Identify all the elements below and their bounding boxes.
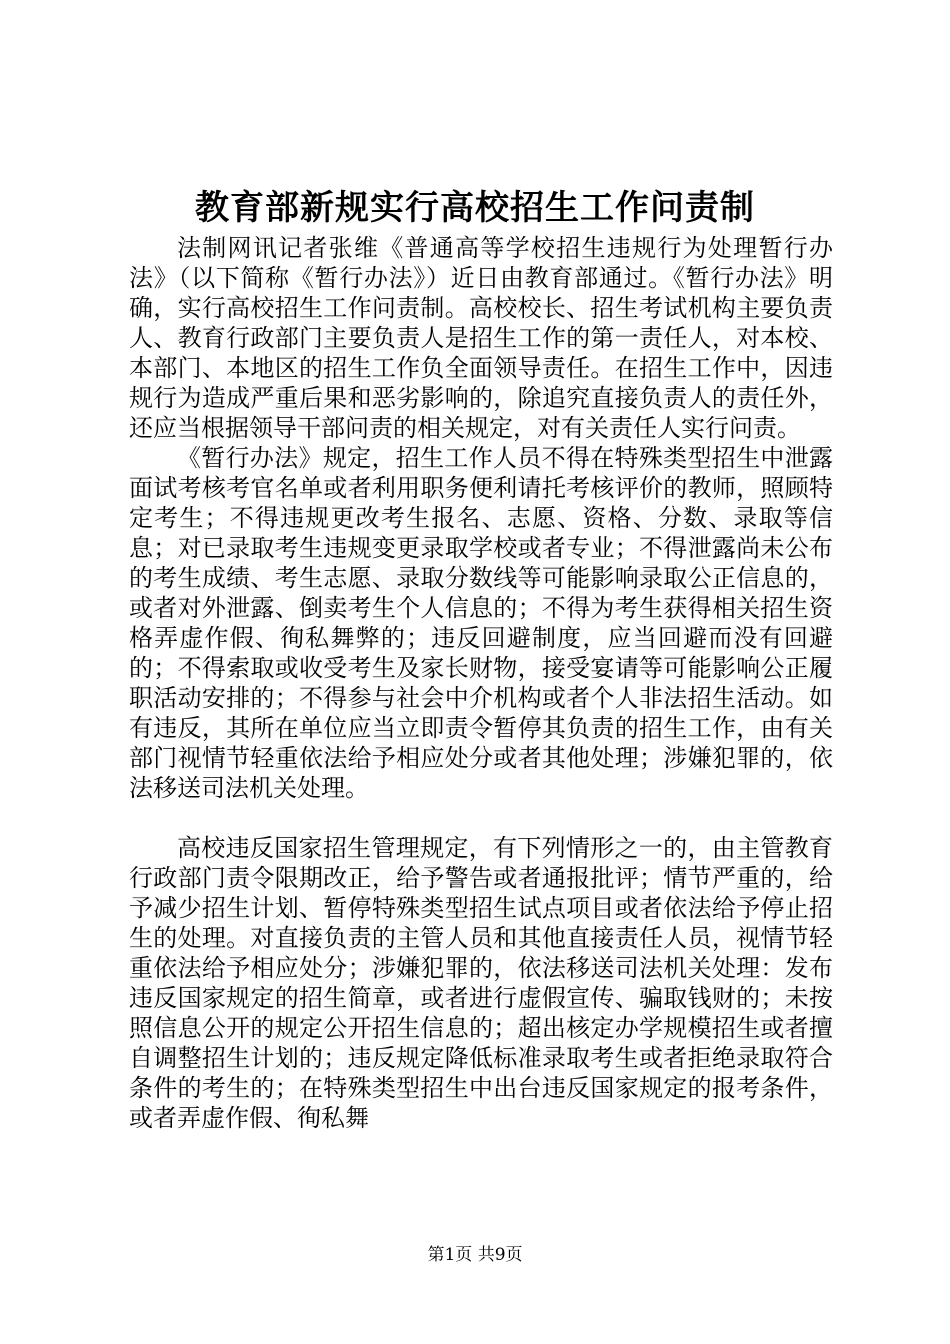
page-number-footer: 第1页 共9页 [427,1245,523,1265]
paragraph-3: 高校违反国家招生管理规定，有下列情形之一的，由主管教育行政部门责令限期改正，给予警告或者通报批评；情节严重的，给予减少招生计划、暂停特殊类型招生试点项目或者依法给予停止招生的处理。对直接负责的主管人员和其他直接责任人员，视情节轻重依法给予相应处分；涉嫌犯罪的，依法移送司法机关处理：发布违反国家规定的招生简章，或者进行虚假宣传、骗取钱财的；未按照信息公开的规定公开招生信息的；超出核定办学规模招生或者擅自调整招生计划的；违反规定降低标准录取考生或者拒绝录取符合条件的考生的；在特殊类型招生中出台违反国家规定的报考条件，或者弄虚作假、徇私舞 [129,834,833,1132]
paragraph-1: 法制网讯记者张维《普通高等学校招生违规行为处理暂行办法》（以下简称《暂行办法》）近日由教育部通过。《暂行办法》明确，实行高校招生工作问责制。高校校长、招生考试机构主要负责人、教育行政部门主要负责人是招生工作的第一责任人，对本校、本部门、本地区的招生工作负全面领导责任。在招生工作中，因违规行为造成严重后果和恶劣影响的，除追究直接负责人的责任外，还应当根据领导干部问责的相关规定，对有关责任人实行问责。 [129,234,833,442]
paragraph-2: 《暂行办法》规定，招生工作人员不得在特殊类型招生中泄露面试考核考官名单或者利用职务便利请托考核评价的教师，照顾特定考生；不得违规更改考生报名、志愿、资格、分数、录取等信息；对已录取考生违规变更录取学校或者专业；不得泄露尚未公布的考生成绩、考生志愿、录取分数线等可能影响录取公正信息的，或者对外泄露、倒卖考生个人信息的；不得为考生获得相关招生资格弄虚作假、徇私舞弊的；违反回避制度，应当回避而没有回避的；不得索取或收受考生及家长财物，接受宴请等可能影响公正履职活动安排的；不得参与社会中介机构或者个人非法招生活动。如有违反，其所在单位应当立即责令暂停其负责的招生工作，由有关部门视情节轻重依法给予相应处分或者其他处理；涉嫌犯罪的，依法移送司法机关处理。 [129,444,833,802]
document-body [129,233,833,1133]
document-title: 教育部新规实行高校招生工作问责制 [195,188,755,228]
